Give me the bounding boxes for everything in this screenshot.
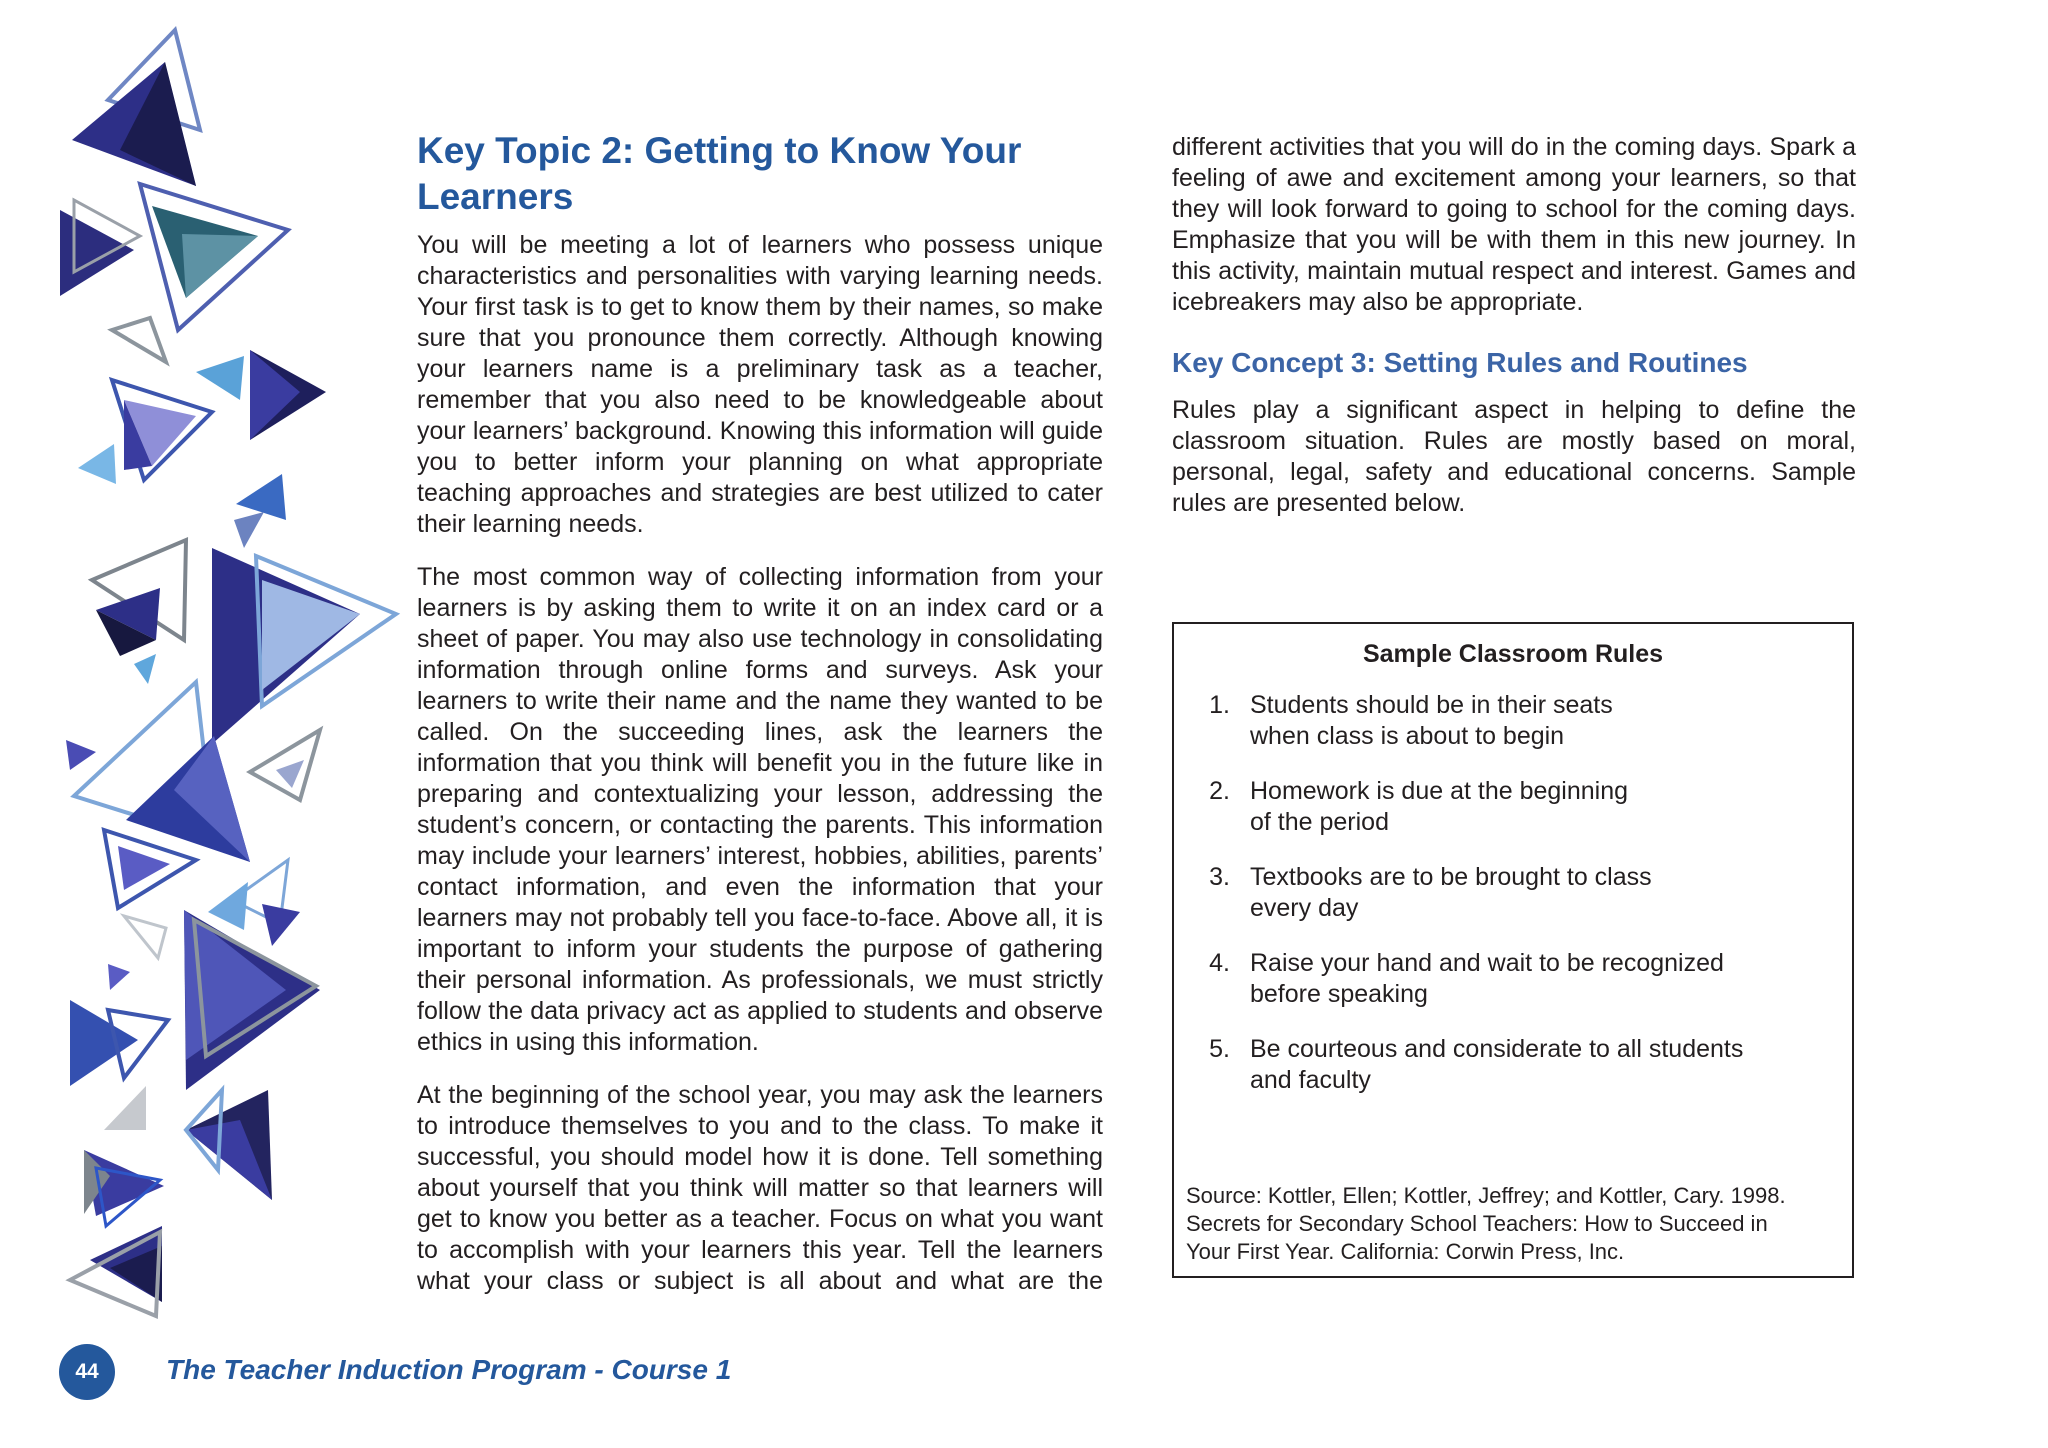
rule-item	[1174, 776, 1852, 838]
rule-item	[1174, 948, 1852, 1010]
rule-line: of the period	[1250, 808, 1389, 836]
sample-rules-box	[1172, 622, 1854, 1278]
footer-course-title: The Teacher Induction Program - Course 1	[166, 1354, 732, 1385]
rule-line: Homework is due at the beginning	[1250, 777, 1629, 805]
rules-intro-paragraph: Rules play a significant aspect in helping to define the classroom situation. Rules are mostly based on moral, personal, legal, safety and educational concerns. Sample rules are presented below.	[1172, 396, 1856, 517]
rule-number: 3.	[1209, 863, 1230, 891]
rule-line: Raise your hand and wait to be recognized	[1250, 949, 1724, 977]
source-line: Your First Year. California: Corwin Press, Inc.	[1186, 1239, 1625, 1264]
rule-text	[1250, 776, 1750, 838]
blue-triangle-pattern-icon	[0, 0, 420, 1448]
intro-paragraph: You will be meeting a lot of learners who possess unique characteristics and personalities with varying learning needs. Your first task is to get to know them by their names, so make sure that you pronounce them correctly. Although knowing your learners name is a preliminary task as a teacher, remember that you also need to be knowledgeable about your learners’ background. Knowing this information will guide you to better inform your planning on what appropriate teaching approaches and strategies are best utilized to cater their learning needs.	[417, 231, 1103, 538]
key-concept-heading: Key Concept 3: Setting Rules and Routines	[1172, 347, 1748, 378]
rule-line: every day	[1250, 894, 1359, 922]
rule-text	[1250, 1034, 1750, 1096]
source-line: Source: Kottler, Ellen; Kottler, Jeffrey; and Kottler, Cary. 1998.	[1186, 1183, 1786, 1208]
introduction-activity-paragraph: At the beginning of the school year, you may ask the learners to introduce themselves to you and to the class. To make it successful, you should model how it is done. Tell something about yourself that you think will matter so that learners will get to know you better as a teacher. Focus on what you want to accomplish with your learners this year. Tell the learners what your class or subject is all about and what are the	[417, 1081, 1103, 1295]
rules-box-title: Sample Classroom Rules	[1362, 640, 1664, 668]
right-column	[1172, 132, 1856, 541]
rule-number: 5.	[1209, 1035, 1230, 1063]
collecting-information-paragraph: The most common way of collecting information from your learners is by asking them to write it on an index card or a sheet of paper. You may also use technology in consolidating information through online forms and surveys. Ask your learners to write their name and the name they wanted to be called. On the succeeding lines, ask the learners the information that you think will benefit you in the future like in preparing and contextualizing your lesson, addressing the student’s concern, or contacting the parents. This information may include your learners’ interest, hobbies, abilities, parents’ contact information, and even the information that your learners may not probably tell you face-to-face. Above all, it is important to inform your students the purpose of gathering their personal information. As professionals, we must strictly follow the data privacy act as applied to students and observe ethics in using this information.	[417, 563, 1103, 1056]
continuation-paragraph: different activities that you will do in the coming days. Spark a feeling of awe and excitement among your learners, so that they will look forward to going to school for the coming days. Emphasize that you will be with them in this new journey. In this activity, maintain mutual respect and interest. Games and icebreakers may also be appropriate.	[1172, 133, 1856, 316]
rule-line: Students should be in their seats	[1250, 691, 1613, 719]
rule-item	[1174, 862, 1852, 924]
left-column	[417, 128, 1103, 1319]
rule-line: Be courteous and considerate to all students	[1250, 1035, 1744, 1063]
rule-text	[1250, 690, 1750, 752]
rule-line: when class is about to begin	[1250, 722, 1565, 750]
rule-line: and faculty	[1250, 1066, 1371, 1094]
rule-number: 4.	[1209, 949, 1230, 977]
source-line: Secrets for Secondary School Teachers: How to Succeed in	[1186, 1211, 1768, 1236]
rule-number: 2.	[1209, 777, 1230, 805]
rule-item	[1174, 1034, 1852, 1096]
rule-number: 1.	[1209, 691, 1230, 719]
key-topic-heading: Key Topic 2: Getting to Know Your Learners	[417, 130, 1022, 217]
rules-list	[1174, 690, 1852, 1096]
rule-line: Textbooks are to be brought to class	[1250, 863, 1652, 891]
rule-line: before speaking	[1250, 980, 1428, 1008]
page-number-badge: 44	[59, 1344, 115, 1400]
rule-text	[1250, 862, 1750, 924]
rule-item	[1174, 690, 1852, 752]
rules-source-citation	[1186, 1182, 1836, 1266]
rule-text	[1250, 948, 1750, 1010]
